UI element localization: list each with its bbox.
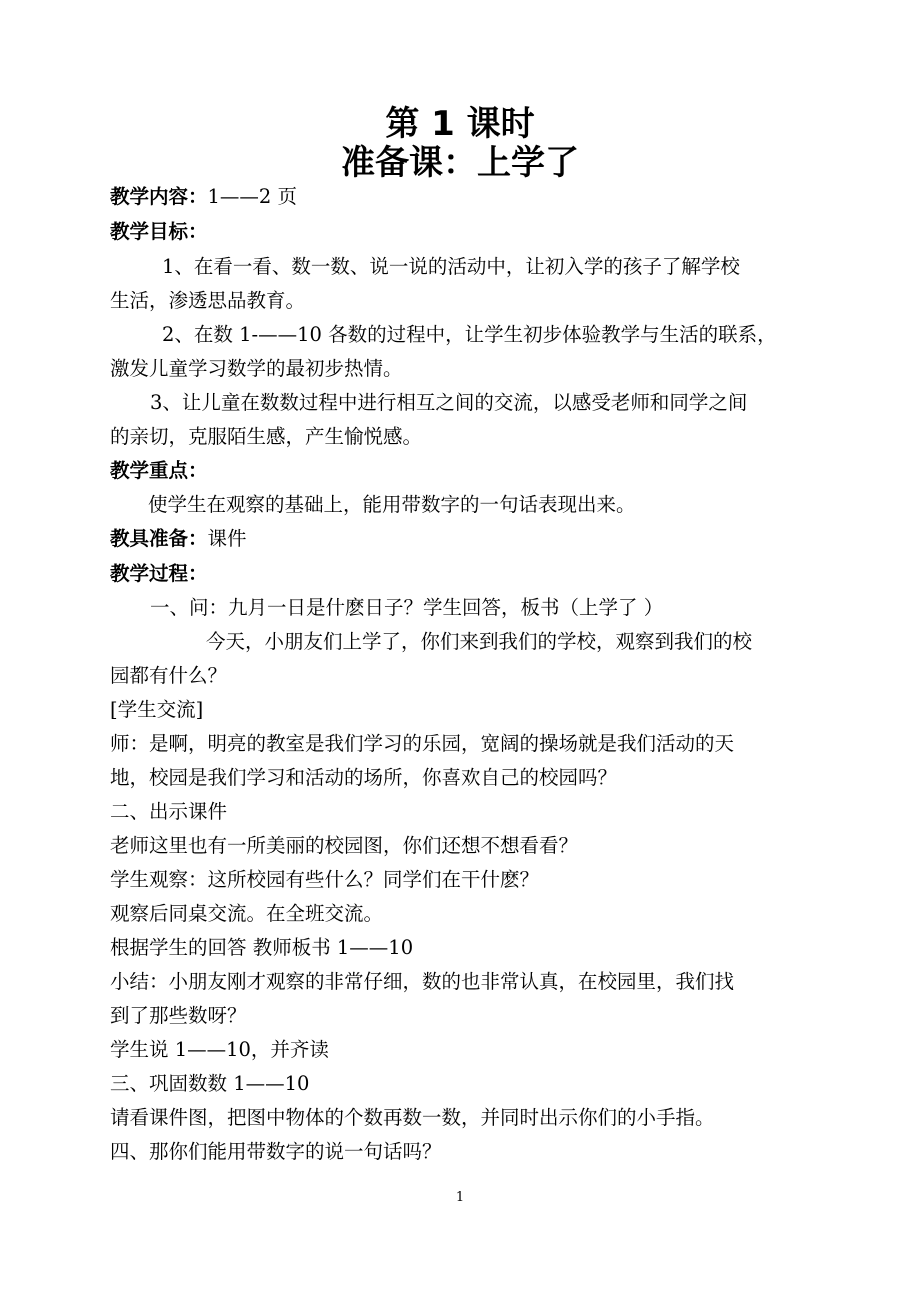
process-step-2-text-2: 学生观察：这所校园有些什么？同学们在干什麽？: [110, 868, 540, 891]
process-step-4: 四、那你们能用带数字的说一句话吗？: [110, 1140, 442, 1163]
keypoint-heading: 教学重点：: [110, 459, 208, 482]
content-value: 1——2 页: [207, 185, 298, 208]
process-summary-line-2: 到了那些数呀？: [110, 1004, 247, 1027]
process-teacher-line-2: 地，校园是我们学习和活动的场所，你喜欢自己的校园吗？: [110, 766, 618, 789]
tools-line: [110, 525, 830, 553]
process-step-2-text-1: 老师这里也有一所美丽的校园图，你们还想不想看看？: [110, 834, 579, 857]
goal-3-line-1: 3、让儿童在数数过程中进行相互之间的交流，以感受老师和同学之间: [150, 391, 748, 414]
process-step-1: 一、问：九月一日是什麽日子？学生回答，板书（上学了 ）: [150, 596, 664, 619]
lesson-number-title: 第 1 课时: [385, 104, 535, 144]
process-teacher-line-1: 师：是啊，明亮的教室是我们学习的乐园，宽阔的操场就是我们活动的天: [110, 732, 735, 755]
process-step-2-text-3: 观察后同桌交流。在全班交流。: [110, 902, 384, 925]
process-step-1-text-1: 今天，小朋友们上学了，你们来到我们的学校，观察到我们的校: [206, 630, 753, 653]
content-label: 教学内容：: [110, 185, 208, 208]
process-step-1-text-2: 园都有什么？: [110, 664, 228, 687]
process-student-exchange: [学生交流]: [110, 698, 204, 721]
goal-1-line-2: 生活，渗透思品教育。: [110, 289, 306, 312]
process-step-2-text-5: 学生说 1——10，并齐读: [110, 1038, 329, 1061]
goal-2-line-2: 激发儿童学习数学的最初步热情。: [110, 357, 403, 380]
lesson-title: 准备课：上学了: [341, 143, 579, 183]
process-step-3: 三、巩固数数 1——10: [110, 1072, 310, 1095]
process-summary-line-1: 小结：小朋友刚才观察的非常仔细，数的也非常认真，在校园里，我们找: [110, 970, 735, 993]
page-number: 1: [455, 1190, 465, 1205]
tools-label: 教具准备：: [110, 527, 208, 550]
process-heading: 教学过程：: [110, 562, 208, 585]
process-step-2: 二、出示课件: [110, 800, 228, 823]
goals-heading: 教学目标：: [110, 220, 208, 243]
process-step-3-text: 请看课件图，把图中物体的个数再数一数，并同时出示你们的小手指。: [110, 1106, 715, 1129]
goal-1-line-1: 1、在看一看、数一数、说一说的活动中，让初入学的孩子了解学校: [162, 255, 740, 278]
process-step-2-text-4: 根据学生的回答 教师板书 1——10: [110, 936, 414, 959]
goal-2-line-1: 2、在数 1-——10 各数的过程中，让学生初步体验教学与生活的联系，: [162, 323, 777, 346]
tools-value: 课件: [207, 527, 247, 550]
content-line: [110, 183, 830, 211]
goal-3-line-2: 的亲切，克服陌生感，产生愉悦感。: [110, 425, 423, 448]
keypoint-text: 使学生在观察的基础上，能用带数字的一句话表现出来。: [148, 493, 636, 516]
